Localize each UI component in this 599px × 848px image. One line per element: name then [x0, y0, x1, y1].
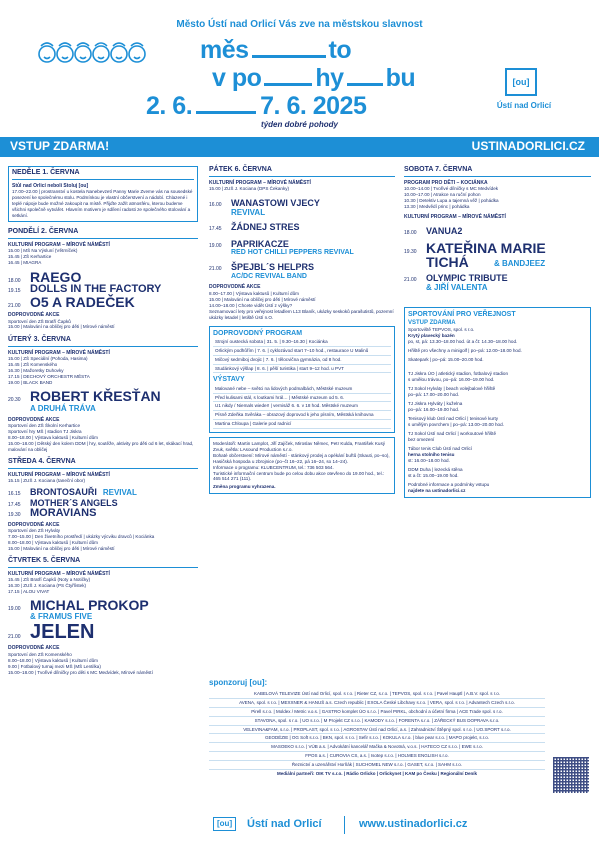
act-name: DOLLS IN THE FACTORY [30, 283, 162, 296]
sport-line: DDM Duha | lezecká stěna [408, 466, 463, 472]
act-row [8, 508, 198, 519]
act-time: 19.00 [8, 605, 21, 612]
sport-line: po–pá: 17.00–20.00 hod. [408, 392, 460, 398]
side-event-line: Sportovní hry MŠ | stadion TJ Jiskra [8, 429, 82, 434]
side-event-line: 8.00–18.00 | Výstava kaktusů | Kulturní dům [8, 657, 98, 663]
saturday-section [404, 166, 591, 293]
table-cell: Malované nebe – světci na lidových podmalbách, Městské muzeum [213, 385, 391, 393]
column-1 [8, 166, 198, 676]
day-heading: ÚTERÝ 3. ČERVNA [8, 336, 198, 347]
sport-line: herna stolního tenisu [408, 451, 455, 457]
title-dash [347, 83, 383, 86]
act-name: MICHAL PROKOP [30, 596, 149, 613]
act-time: 21.00 [8, 634, 21, 641]
act-name: MOTHER´S ANGELS [30, 497, 118, 508]
side-event-line: 15.00–18.00 | Dětský den kolem DDM | hry, soutěže, aktivity pro děti od 6 let, skákací hrad, malování na obličej [8, 440, 194, 452]
program-label: PROGRAM PRO DĚTI – KOCIÁNKA [404, 179, 488, 186]
act-time: 19.30 [8, 512, 21, 519]
program-line: 17.15 | DECHOVÝ ORCHESTR MĚSTA [8, 374, 90, 380]
side-event-line: 7.00–15.00 | Den živetního prostředí | ukázky výcviku dravců | Kociánka [8, 534, 155, 540]
act-subname: A DRUHÁ TRÁVA [30, 403, 96, 413]
column-2 [209, 166, 395, 494]
sport-line: s umělým povrchem | po–pá: 13.00–20.00 hod. [408, 422, 504, 427]
title-word-bu: bu [385, 64, 416, 92]
sponsor-line: Pirell s.r.o. | Moldex / Metric v.o.s. | GASTRO komplet ÚO s.r.o. | Pavel PIRKL, obchodní a účetní firma | ACE Trade spol. s r.o. [209, 708, 545, 717]
act-time: 16.00 [209, 201, 222, 208]
sponsor-line: AVENA, spol. s r.o. | MEXXNER & HANUŠ a.s. Czech republic | EXOLA České Libchavy s.r.o. | VERA, spol. s r.o. | Advantech Czech s.r.o. [209, 699, 545, 708]
act-name: KATEŘINA MARIE TICHÁ [426, 239, 546, 270]
media-partners: Mediální partneři: OIK TV s.r.o. | Rádio Orlicko | Orlickynet | KAM po Česku | Regionální Deník [276, 770, 478, 776]
title-dash [252, 55, 326, 58]
banner-website[interactable]: USTINADORLICI.CZ [471, 139, 585, 153]
sport-line: Tenisový klub Ústí nad Orlicí | tenisové kurty [408, 416, 499, 422]
act-name: ŠPEJBL´S HELPRS [231, 262, 315, 273]
program-line: 16.45 | MIAGRA [8, 259, 42, 265]
act-time: 21.00 [404, 276, 417, 283]
sport-line: Tábor tenis Club Ústí nad Orlicí [408, 445, 473, 451]
column-3 [404, 166, 591, 498]
info-line: Informace o programu: KLUBCENTRUM, tel.: 736 503 564. [213, 464, 334, 470]
program-line: 16.30 | ZUŠ J. Kociana (PS Čtyřlístek) [8, 582, 87, 588]
side-events-label: DOPROVODNÉ AKCE [8, 645, 60, 652]
act-name: BRONTOSAUŘI [30, 486, 97, 497]
footer-website[interactable]: www.ustinadorlici.cz [359, 818, 468, 830]
table-row [213, 385, 391, 393]
act-name: MORAVIANS [30, 507, 97, 520]
program-line: 15.45 | ZŠ Komenského [8, 362, 58, 368]
table-cell: Strojní oustecká sobota | 31. 5. | 9.30–16.30 | Kociánka [213, 338, 391, 346]
sport-line: st a čt: 15.00–19.00 hod. [408, 472, 459, 478]
footer-divider [344, 816, 345, 834]
act-name: WANASTOWI VJECY [231, 197, 320, 208]
act-name: ROBERT KŘESŤAN [30, 388, 161, 405]
program-label: KULTURNÍ PROGRAM – MÍROVÉ NÁMĚSTÍ [8, 350, 110, 357]
table-row [213, 393, 391, 402]
program-label: KULTURNÍ PROGRAM – MÍROVÉ NÁMĚSTÍ [8, 570, 110, 577]
city-logo-mark: [ou] [505, 68, 537, 96]
title-dates [146, 94, 366, 119]
event-label: Stůl nad Orlicí neboli Stoluj [ou] [12, 182, 89, 189]
side-events-label: DOPROVODNÉ AKCE [209, 284, 261, 291]
sponsors-list [209, 690, 545, 778]
act-time: 18.00 [8, 277, 21, 284]
program-label: KULTURNÍ PROGRAM – MÍROVÉ NÁMĚSTÍ [8, 471, 110, 478]
act-row [8, 622, 198, 642]
act-name: ŽÁDNEJ STRES [231, 222, 300, 233]
title-word-hy: hy [315, 64, 344, 92]
program-line: 15.00 | ZŠ Speciální (Pohoda, Hasima) [8, 356, 88, 362]
side-event-line: 15.00 | Malování na obličej pro děti | Mírové náměstí [8, 324, 115, 330]
table-row [213, 347, 391, 356]
act-name: JELEN [30, 621, 95, 644]
act-time: 21.00 [8, 302, 21, 309]
sport-line: Krytý plavecký bazén [408, 333, 455, 339]
banner [0, 137, 599, 157]
kids-faces-icon [35, 36, 155, 66]
act-time: 17.45 [209, 226, 222, 233]
wednesday-section [8, 458, 198, 552]
act-time: 18.00 [404, 230, 417, 237]
act-row [8, 295, 198, 310]
info-box [209, 437, 395, 495]
side-events-label: DOPROVODNÉ AKCE [8, 521, 60, 528]
side-event-line: Sportovní den ZŠ Školní Kerhartice [8, 423, 81, 429]
sport-line: Podrobné informace a podmínky vstupu [408, 481, 490, 487]
table-row [213, 338, 391, 346]
title-word-mes: měs [200, 36, 249, 64]
header-invite: Město Ústí nad Orlicí Vás zve na městskou slavnost [176, 19, 423, 30]
act-row [209, 239, 395, 250]
program-line: 19.00 | BLACK BAND [8, 380, 53, 386]
act-name: PAPRIKACZE [231, 238, 289, 249]
accompanying-program-box [209, 326, 395, 433]
side-event-line: Sportovní den ZŠ Hylváty [8, 528, 61, 534]
act-subname: REVIVAL [102, 487, 137, 497]
act-row [8, 598, 198, 613]
sport-line: Hřiště pro všechny a minigolf | po–pá: 12.00–18.00 hod. [408, 348, 522, 354]
title-dash [264, 83, 312, 86]
act-name: VANUA2 [426, 226, 463, 237]
table-row [213, 355, 391, 364]
sponsors-block [209, 678, 591, 778]
side-event-line: 9.00 | Fotbalový turnaj mezi MŠ (MŠ Lentilka) [8, 663, 101, 669]
date-from: 2. 6. [146, 92, 193, 120]
day-heading: STŘEDA 4. ČERVNA [8, 458, 198, 469]
sport-line: TJ Jiskra Hylváty | kuželna [408, 401, 463, 407]
sport-link[interactable]: najdete na ustinadorlici.cz [408, 487, 466, 493]
side-event-line: Sportovní den ZŠ Komenského [8, 651, 72, 657]
act-subname: & BANDJEEZ [494, 258, 546, 268]
program-line: 10.30 | Detektiv Lupa a tajemná věž | pohádka [404, 197, 499, 203]
monday-section [8, 228, 198, 331]
act-time: 21.00 [209, 266, 222, 273]
program-line: 15.45 | ZŠ Bratří Čapků (Noty a Notičky) [8, 576, 91, 582]
sport-box [404, 307, 591, 498]
act-name: OLYMPIC TRIBUTE [426, 272, 508, 283]
act-row [209, 198, 395, 209]
table-row [213, 402, 391, 411]
side-event-line: 8.00–18.00 | Výstava kaktusů | Kulturní dům [8, 540, 98, 546]
act-time: 19.15 [8, 288, 21, 295]
table-cell: Písně Zdeňka Svěráka – obrazový doprovod k jeho písním, Městská knihovna [213, 411, 391, 420]
info-line: Bohaté občerstvení: Mírové náměstí - stánkový prodej a opékání buřtů (Skauti, po–so), Hasičská hospoda u zbrojnice (po–čt 16–22, pá 16–24, so 14–24). [213, 452, 390, 464]
sport-line: TJ Jiskra ÚO | atletický stadion, fotbalový stadion [408, 371, 508, 377]
box-heading: VÝSTAVY [213, 376, 245, 384]
act-name: O5 A RADEČEK [30, 293, 135, 310]
title-word-to: to [328, 36, 352, 64]
sponsor-line: GEODÉZIE | OG Soft s.r.o. | BKN, spol. s r.o. | Sefir s.r.o. | KOKULA s.r.o. | blue pear s.r.o. | MAPO projekt, s.r.o. [209, 734, 545, 743]
day-heading: PÁTEK 6. ČERVNA [209, 166, 395, 177]
date-to: 7. 6. 2025 [260, 92, 367, 120]
table-cell: Před kulisami stál, s loutkami hrál… | Městské muzeum od 5. 6. [213, 393, 391, 402]
day-heading: SOBOTA 7. ČERVNA [404, 166, 591, 177]
sponsor-line: KABELOVÁ TELEVIZE Ústí nad Orlicí, spol. s r.o. | Rieter CZ, s.r.o. | TEPVOS, spol. s r.o. | Pavel Hauptl | A.B.V. spol. s r.o. [209, 690, 545, 699]
program-label: KULTURNÍ PROGRAM – MÍROVÉ NÁMĚSTÍ [209, 179, 311, 186]
program-label: KULTURNÍ PROGRAM – MÍROVÉ NÁMĚSTÍ [404, 213, 506, 220]
program-line: 17.15 | ALOU VIVAT [8, 588, 50, 594]
act-row [8, 270, 198, 285]
event-text: 17.00–22.00 | prostranství u kostela Nanebevzetí Panny Marie Zveme vás na sousedské posezení ke společnému stolu. Podmínkou je vlastní občerstvení a nádobí. Chlazené i teplé nápoje bude možné zakoupit na místě. Přijďte zažít atmosféru, kterou budeme všichni společně vytvářet. Hlavním motivem je sdílení radosti ze společného stolování a setkání. [12, 189, 193, 218]
program-label: KULTURNÍ PROGRAM – MÍROVÉ NÁMĚSTÍ [8, 241, 110, 248]
side-event-line: 8.00–17.00 | Výstava kaktusů | Kulturní dům [209, 290, 299, 296]
qr-code-icon[interactable] [553, 757, 589, 793]
sunday-box [8, 166, 198, 222]
table-cell: Mičový sedmiboj dvojic | 7. 6. | tělocvična gymnázia, od 8 hod. [213, 355, 391, 364]
side-event-line: Sportovní den ZŠ Bratří Čapků [8, 318, 71, 324]
side-event-line: 15.00–18.00 | Tvořivé dílničky pro děti s MC Medvídek, Mírové náměstí [8, 669, 153, 675]
sport-line: po, st, pá: 13.30–18.00 hod. út a čt: 14.30–18.00 hod. [408, 339, 518, 345]
table-cell: Orlickým podhůřím | 7. 6. | cyklozávod start 7–10 hod., restaurace U Malinů [213, 347, 391, 356]
title-line-1 [200, 38, 351, 63]
day-heading: PONDĚLÍ 2. ČERVNA [8, 228, 198, 239]
side-events-label: DOPROVODNÉ AKCE [8, 312, 60, 319]
act-row [8, 389, 198, 404]
act-time: 17.45 [8, 501, 21, 508]
act-subname: & FRAMUS FIVE [30, 612, 93, 622]
side-event-line: 8.00–18.00 | Výstava kaktusů | Kulturní dům [8, 434, 98, 440]
program-line: 15.15 | ZUŠ J. Kociana (taneční obor) [8, 477, 86, 483]
act-row [209, 222, 395, 233]
box-heading: DOPROVODNÝ PROGRAM [213, 329, 303, 337]
info-line: Moderátoři: Martin Lamplot, Jiří Zajíček, Miroslav Němec, Petr Kulda, František Kusý [213, 440, 386, 446]
banner-free-entry: VSTUP ZDARMA! [10, 139, 110, 153]
sport-line: s umělou trávou, po–pá: 16.00–19.00 hod. [408, 377, 495, 383]
sponsor-line: FPOS a.s. | CUROVIA CS, a.s. | Isotep s.r.o. | HOLMES ENGLISH s.r.o. [209, 752, 545, 761]
table-row [213, 419, 391, 428]
day-heading: ČTVRTEK 5. ČERVNA [8, 557, 198, 568]
table-cell: Martina Chloupa | Galerie pod radnicí [213, 419, 391, 428]
friday-section [209, 166, 395, 321]
city-logo-name: Ústí nad Orlicí [496, 101, 552, 110]
sport-line: st: 16.00–18.00 hod. [408, 457, 450, 463]
box-heading: SPORTOVÁNÍ PRO VEŘEJNOST [408, 311, 516, 319]
table-cell: U1 nikdy / Niemals wieder! | vernisáž 6. 6. v 18 hod. Městské muzeum [213, 402, 391, 411]
act-row [209, 262, 395, 273]
subtitle: týden dobré pohody [261, 120, 338, 129]
sport-line: po–pá: 16.00–19.00 hod. [408, 407, 460, 413]
sport-line: TJ Sokol Ústí nad Orlicí | workoutové hřiště [408, 430, 496, 436]
act-time: 19.30 [404, 248, 417, 255]
act-row [404, 273, 591, 284]
footer [209, 815, 591, 837]
table-cell: Studánkový výšlap | 8. 6. | pěší turistika | start 9–12 hod. u PVT [213, 364, 391, 373]
tuesday-section [8, 336, 198, 452]
sponsor-line: MASOEKO s.r.o. | VÚB a.s. | Advokátní kancelář Mačka & Novotná, v.o.s. | HATECO CZ s.r.o. | EWE s.r.o. [209, 743, 545, 752]
act-subname: REVIVAL [231, 208, 266, 218]
table-row [213, 411, 391, 420]
sport-line: TJ Sokol Hylváty | beach volejbalové hřiště [408, 386, 496, 392]
side-event-line: 15.00 | Malování na obličej pro děti | Mírové náměstí [209, 296, 316, 302]
act-subname: RED HOT CHILLI PEPPERS REVIVAL [231, 249, 354, 257]
program-line: 13.30 | Medvědí princ | pohádka [404, 203, 470, 209]
program-line: 10.00–17.00 | Atrakce na ruční pohon [404, 191, 481, 197]
sponsor-line: VELEVINA&FAM, s.r.o. | PROPLAST, spol. s r.o. | AGROSTAV Ústí nad Orlicí, a.s. | Zahradnictví Štěpný spol. s r.o. | UO.SPORT s.r.o. [209, 726, 545, 735]
program-line: 16.30 | Mažoretky Duhovky [8, 368, 64, 374]
side-event-line: 14.00–18.00 | Chcete vidět Ústí z výšky? [209, 302, 293, 308]
sponsor-line: STAVONA, spol. s r.o. | UO s.r.o. | M Projekt CZ s.r.o. | KAMODY s.r.o. | FORENTA s.r.o. | ZÁŘECKÝ BUS DOPRAVA s.r.o. [209, 717, 545, 726]
title-word-vpo: v po [212, 64, 262, 92]
table-row [213, 364, 391, 373]
info-line: Zvuk, světla: LAsound Production s.r.o. [213, 446, 293, 452]
info-line: Změna programu vyhrazena. [213, 484, 276, 490]
day-heading: NEDĚLE 1. ČERVNA [12, 169, 194, 180]
sponsor-line: Řeznictví a uzenářství Horňák | SUCHOMEL NEW s.r.o. | GASET, s.r.o. | SAHM s.r.o. [209, 761, 545, 770]
sport-line: bez omezení [408, 436, 435, 442]
title-line-2 [212, 66, 415, 91]
program-line: 15.00 | MŠ Na Výsluní (Větrníček) [8, 247, 78, 253]
program-line: 10.00–14.00 | Tvořivé dílničky s MC Medvídek [404, 186, 499, 191]
program-line: 15.00 | ZUŠ J. Kociana (DPS Čekanky) [209, 186, 290, 191]
act-row [404, 226, 591, 237]
box-subheading: VSTUP ZDARMA [408, 319, 456, 326]
side-events-label: DOPROVODNÉ AKCE [8, 416, 60, 423]
act-name: RAEGO [30, 268, 82, 285]
exhibitions-table [213, 385, 391, 429]
sponsors-heading: sponzoruj [ou]: [209, 678, 268, 687]
accompanying-table [213, 338, 391, 373]
act-subname: & JIŘÍ VALENTA [426, 283, 488, 293]
act-subname: AC/DC REVIVAL BAND [231, 272, 307, 280]
act-time: 16.15 [8, 490, 21, 497]
sport-line: Sportoviště TEPVOS, spol. s r.o. [408, 327, 475, 333]
side-event-line: 15.00 | Malování na obličej pro děti | Mírové náměstí [8, 546, 115, 551]
act-time: 19.00 [209, 242, 222, 249]
side-event-line: Seznamovací lety pro veřejnost letadlem L13 Blaník, ukázky seskoků parašutistů, pozemní ukázky letadel | letiště Ústí n.O. [209, 308, 394, 320]
date-dash [196, 111, 256, 114]
thursday-section [8, 557, 198, 676]
info-line: Turistické informační centrum bude po celou dobu akce otevřeno do 19.00 hod., tel.: 465 514 271 (111). [213, 470, 385, 482]
kids-illustration [35, 36, 155, 66]
footer-logo-mark: [ou] [213, 817, 236, 831]
footer-city: Ústí nad Orlicí [247, 818, 322, 830]
act-time: 20.30 [8, 397, 21, 404]
sport-line: Skatepark | po–pá: 15.00–20.00 hod. [408, 357, 484, 363]
act-row [8, 487, 198, 498]
program-line: 15.45 | ZŠ Kerhartice [8, 253, 52, 259]
